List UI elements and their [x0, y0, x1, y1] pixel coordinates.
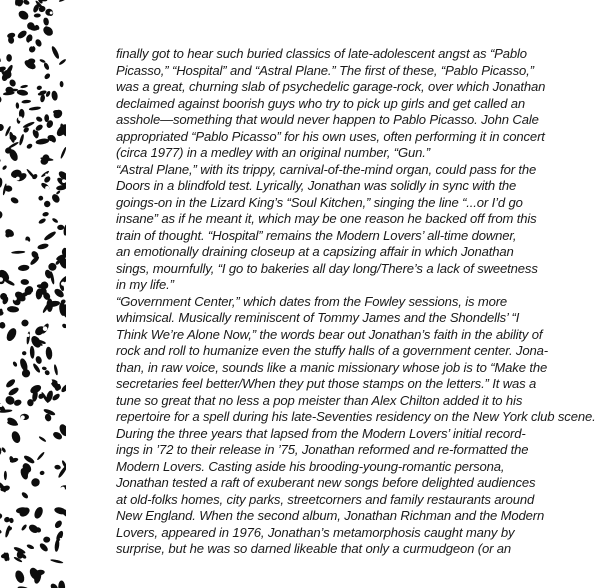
text-line: tune so great that no less a pop meister than Alex Chilton added it to his — [116, 392, 523, 408]
blot-pattern-graphic — [0, 0, 66, 588]
text-line: at old-folks homes, city parks, streetcorners and family restaurants around — [116, 491, 535, 507]
text-line: in my life.” — [116, 277, 174, 292]
text-line: Lovers, appeared in 1976, Jonathan’s metamorphosis caught many by — [116, 524, 515, 540]
text-line: surprise, but he was so darned likeable that only a curmudgeon (or an — [116, 541, 512, 556]
text-line: “Government Center,” which dates from the Fowley sessions, is more — [116, 293, 508, 309]
text-line: than, in raw voice, sounds like a manic missionary whose job is to “Make the — [116, 359, 548, 375]
text-line: an emotionally draining closeup at a capsizing affair in which Jonathan — [116, 244, 514, 259]
text-line: “Astral Plane,” with its trippy, carnival-of-the-mind organ, could pass for the — [116, 161, 537, 177]
text-line: secretaries feel better/When they put those stamps on the letters.” It was a — [116, 376, 537, 391]
text-line: Picasso,” “Hospital” and “Astral Plane.” The first of these, “Pablo Picasso,” — [116, 62, 534, 78]
text-line: declaimed against boorish guys who try to pick up girls and get called an — [116, 95, 526, 111]
text-line: Think We’re Alone Now,” the words bear out Jonathan’s faith in the ability of — [116, 326, 543, 342]
text-line: goings-on in the Lizard King’s “Soul Kitchen,” singing the line “...or I’d go — [116, 194, 523, 210]
article-text — [116, 46, 596, 558]
text-line: appropriated “Pablo Picasso” for his own uses, often performing it in concert — [116, 128, 545, 144]
text-line: train of thought. “Hospital” remains the Modern Lovers’ all-time downer, — [116, 227, 517, 243]
text-line: whimsical. Musically reminiscent of Tommy James and the Shondells’ “I — [116, 310, 520, 325]
text-line: Doors in a blindfold test. Lyrically, Jonathan was solidly in sync with the — [116, 178, 517, 193]
text-line: asshole—something that would never happen to Pablo Picasso. John Cale — [116, 112, 539, 127]
text-line: Modern Lovers. Casting aside his brooding-young-romantic persona, — [116, 458, 505, 474]
text-line: repertoire for a spell during his late-Seventies residency on the New York club scene. — [116, 409, 596, 424]
text-line: New England. When the second album, Jonathan Richman and the Modern — [116, 508, 545, 523]
text-line: (circa 1977) in a medley with an original number, “Gun.” — [116, 145, 431, 160]
text-line: was a great, churning slab of psychedelic garage-rock, over which Jonathan — [116, 79, 546, 94]
text-line: Jonathan tested a raft of exuberant new songs before delighted audiences — [116, 475, 536, 490]
text-line: sings, mournfully, “I go to bakeries all day long/There’s a lack of sweetness — [116, 260, 538, 276]
text-line: insane” as if he meant it, which may be one reason he backed off from this — [116, 211, 537, 226]
text-line: During the three years that lapsed from the Modern Lovers’ initial record- — [116, 425, 526, 441]
decorative-pattern-strip — [0, 0, 66, 588]
text-line: rock and roll to humanize even the stuffy halls of a government center. Jona- — [116, 343, 548, 358]
text-line: finally got to hear such buried classics of late-adolescent angst as “Pablo — [116, 46, 527, 61]
text-line: ings in ’72 to their release in ’75, Jonathan reformed and re-formatted the — [116, 442, 529, 457]
